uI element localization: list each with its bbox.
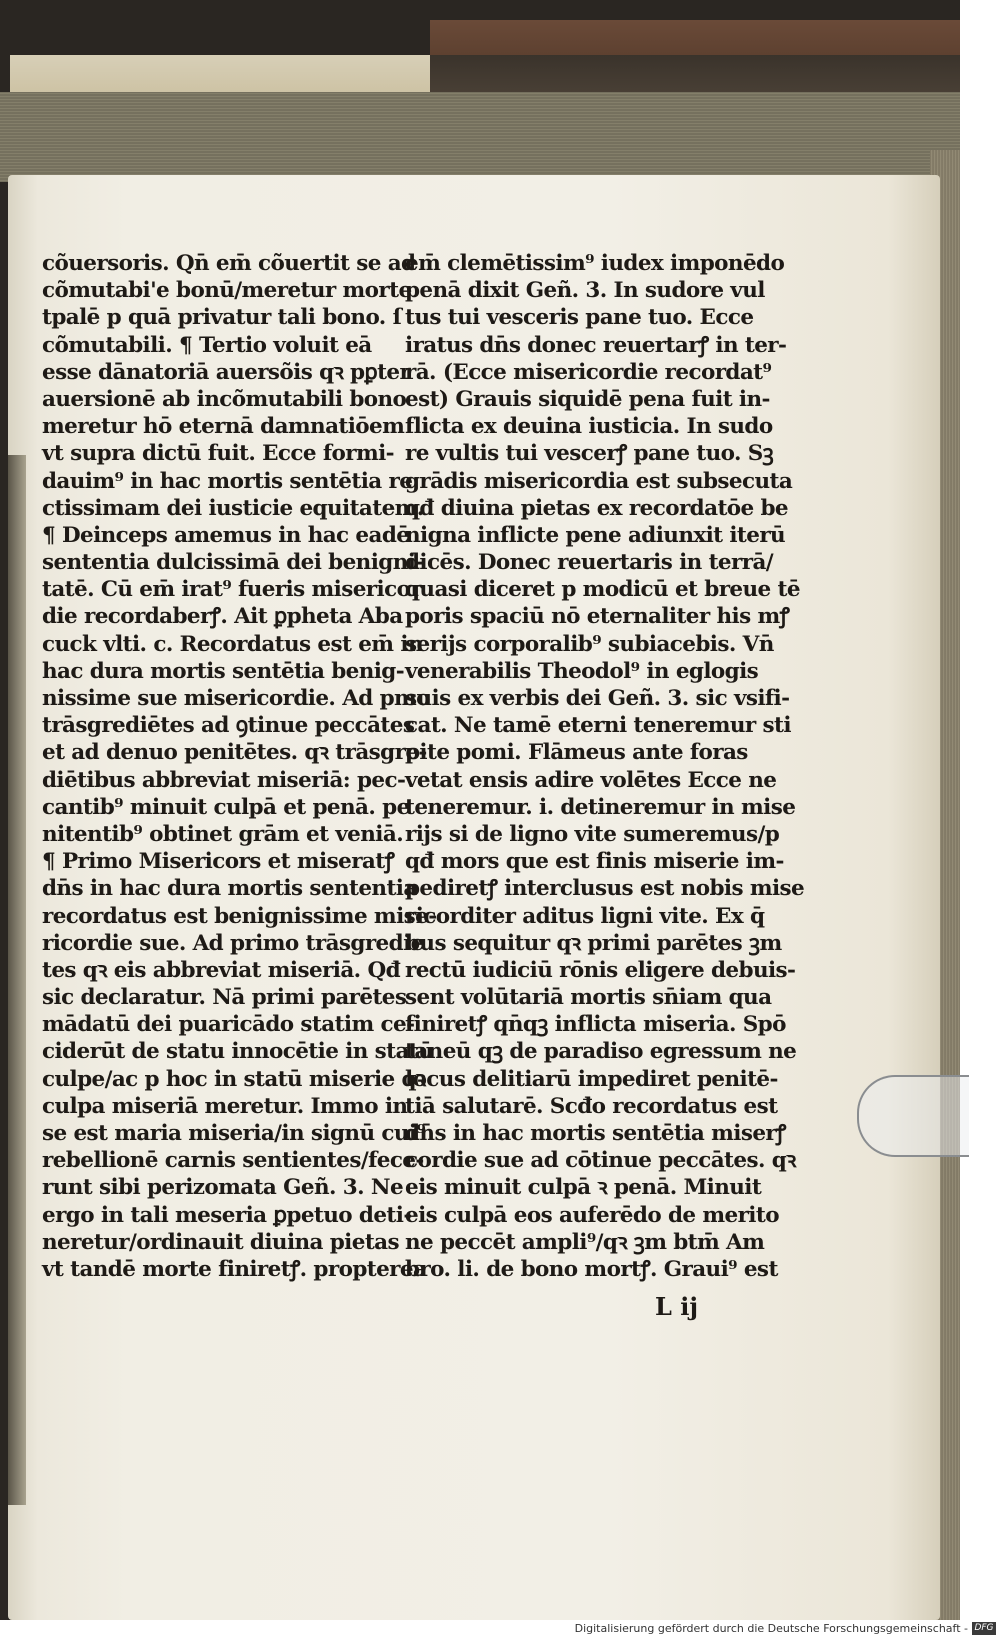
left-column-line: cantib⁹ minuit culpā et penā. pe [42,794,410,820]
right-column-line: dn̄s in hac mortis sentētia miserꝭ [405,1121,786,1146]
right-column-line: rā. (Ecce misericordie recordat⁹ [405,359,772,385]
right-column-line: teneremur. i. detineremur in mise [405,794,796,820]
left-column-line: ergo in tali meseria ꝑpetuo deti- [42,1202,412,1228]
left-column-line: ctissimam dei iusticie equitatem. [42,495,424,521]
right-column-line: serijs corporalib⁹ subiacebis. Vn̄ [405,631,774,657]
left-column-line: die recordaberꝭ. Ait ꝑpheta Aba [42,604,403,630]
left-column-line: mādatū dei puaricādo statim ce- [42,1012,415,1038]
right-column-line: venerabilis Theodol⁹ in eglogis [405,658,759,684]
left-column-line: culpa miseriā meretur. Immo in [42,1093,408,1119]
right-column-line: vetat ensis adire volētes Ecce ne [405,767,777,793]
text-column-left [42,250,437,1283]
left-column-line: sic declaratur. Nā primi parētes [42,985,407,1011]
right-column-line: qđ mors que est finis miserie im- [405,849,784,875]
left-column-line: se est maria miseria/in signū cui⁹ [42,1121,426,1146]
right-column-line: eis minuit culpā ꝛ penā. Minuit [405,1175,762,1201]
left-column-line: nitentib⁹ obtinet grām et veniā. [42,821,404,847]
right-column-line: grādis misericordia est subsecuta [405,468,793,494]
left-column-line: ricordie sue. Ad primo trāsgredie [42,930,424,956]
right-column-line: taneū qꝫ de paradiso egressum ne [405,1039,797,1065]
left-column-line: tes qꝛ eis abbreviat miseriā. Qđ [42,957,401,983]
right-column-line: cat. Ne tamē eterni teneremur sti [405,713,791,739]
left-column-line: auersionē ab incõmutabili bono [42,386,407,412]
right-column-line: re vultis tui vescerꝭ pane tuo. Sꝫ [405,441,774,467]
signature-mark: L ij [655,1292,699,1321]
right-column-line: sent volūtariā mortis sn̄iam qua [405,985,772,1011]
right-column-line: pediretꝭ interclusus est nobis mise [405,876,805,902]
left-column-line: sententia dulcissimā dei benigni- [42,550,424,576]
left-column-line: hac dura mortis sentētia benig- [42,658,405,684]
left-column-line: tatē. Cū em̄ irat⁹ fueris misericor [42,577,422,603]
right-column-line: dicēs. Donec reuertaris in terrā/ [405,550,774,576]
right-column-line: locus delitiarū impediret penitē- [405,1066,778,1092]
right-column-line: penā dixit Geñ. 3. In sudore vul [405,278,765,304]
right-column-line: finiretꝭ qn̄qꝫ inflicta miseria. Spō [405,1012,786,1038]
right-column-line: poris spaciū nō eternaliter his mꝭ [405,604,790,630]
left-column-line: cõuersoris. Qn̄ em̄ cõuertit se ad [42,251,416,276]
right-column-line: rijs si de ligno vite sumeremus/p [405,821,780,847]
left-column-line: ciderūt de statu innocētie in statū [42,1039,434,1065]
left-column-line: runt sibi perizomata Geñ. 3. Ne [42,1175,404,1201]
right-column-line: iratus dn̄s donec reuertarꝭ in ter- [405,332,787,358]
page-edges-top [0,92,960,182]
left-column-line: et ad denuo penitētes. qꝛ trāsgre- [42,740,427,766]
left-column-line: ¶ Primo Misericors et miseratꝭ [42,849,395,875]
credit-text: Digitalisierung gefördert durch die Deutsche Forschungsgemeinschaft - [574,1622,968,1635]
right-column-line: est) Grauis siquidē pena fuit in- [405,386,770,412]
left-column-line: dauim⁹ in hac mortis sentētia re [42,468,413,494]
left-column-line: trāsgrediētes ad ꝯtinue peccātes [42,713,415,739]
left-column-line: tpalē p quā privatur tali bono. ſ [42,305,402,331]
footer-bar [0,1620,1000,1637]
left-column-line: rebellionē carnis sentientes/fece- [42,1148,424,1174]
left-column-line: recordatus est benignissime mise- [42,903,437,929]
left-column-line: nissime sue misericordie. Ad pmo [42,686,430,711]
right-column-line: rectū iudiciū rōnis eligere debuis- [405,957,796,983]
dfg-logo-icon: DFG [972,1622,996,1635]
right-column-line: cordie sue ad cōtinue peccātes. qꝛ [405,1148,796,1174]
text-column-right [405,250,805,1283]
left-column-line: dn̄s in hac dura mortis sententia [42,876,417,902]
right-column-line: flicta ex deuina iusticia. In sudo [405,414,773,440]
right-column-line: nigna inflicte pene adiunxit iterū [405,522,786,548]
left-column-line: meretur hō eternā damnatiōem [42,414,405,440]
left-column-line: diētibus abbreviat miseriā: pec- [42,767,406,793]
page-gutter [8,455,26,1505]
digitization-credit [575,1620,996,1637]
left-column-line: culpe/ac p hoc in statū miserie qꝛ [42,1066,426,1092]
right-column-line: quasi diceret p modicū et breue tē [405,577,800,603]
left-column-line: cõmutabili. ¶ Tertio voluit eā [42,332,372,358]
page-clip [857,1075,969,1157]
left-column-line: neretur/ordinauit diuina pietas [42,1229,399,1255]
left-column-line: vt supra dictū fuit. Ecce formi- [42,441,395,467]
right-column-line: bus sequitur qꝛ primi parētes ꝫm [405,930,782,956]
right-column-line: eis culpā eos auferēdo de merito [405,1202,779,1228]
right-column-line: suis ex verbis dei Geñ. 3. sic vsifi- [405,686,790,711]
right-column-line: pite pomi. Flāmeus ante foras [405,740,748,766]
right-column-line: qđ diuina pietas ex recordatōe be [405,495,788,521]
right-column-line: ne peccēt ampli⁹/qꝛ ꝫm btm̄ Am [405,1229,765,1255]
right-column-line: ricorditer aditus ligni vite. Ex q̄ [405,903,765,929]
left-column-line: cuck vlti. c. Recordatus est em̄ in [42,631,423,657]
left-column-line: esse dānatoriā auersõis qꝛ pꝑter [42,359,411,385]
right-column-line: bro. li. de bono mortꝭ. Graui⁹ est [405,1256,778,1282]
left-column-line: cõmutabi'e bonū/meretur morte [42,278,412,304]
right-column-line: tus tui vesceris pane tuo. Ecce [405,305,754,331]
left-column-line: vt tandē morte finiretꝭ. propterea [42,1256,427,1282]
right-column-line: em̄ clemētissim⁹ iudex imponēdo [405,251,785,276]
right-column-line: tiā salutarē. Scđo recordatus est [405,1093,778,1119]
left-column-line: ¶ Deinceps amemus in hac eadē [42,522,410,548]
